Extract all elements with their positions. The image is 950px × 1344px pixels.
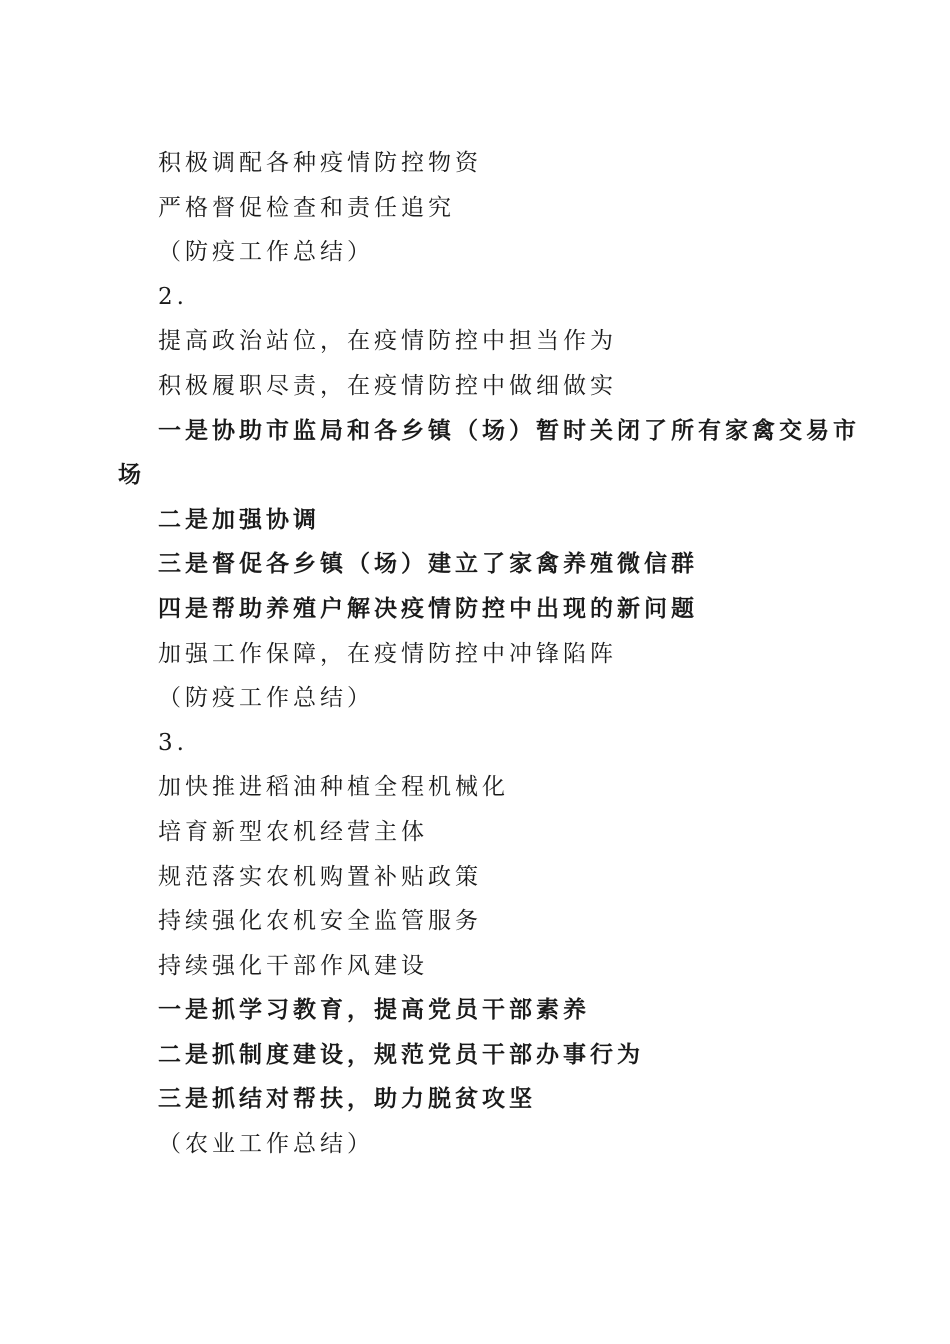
text-line: 严格督促检查和责任追究 — [158, 195, 455, 221]
text-line-bold: 二是抓制度建设，规范党员干部办事行为 — [158, 1041, 644, 1068]
text-line: 提高政治站位，在疫情防控中担当作为 — [158, 328, 617, 354]
text-line: （农业工作总结） — [158, 1131, 374, 1157]
text-line: 规范落实农机购置补贴政策 — [158, 864, 482, 890]
section-number: 3. — [158, 730, 188, 756]
text-line-bold: 三是抓结对帮扶，助力脱贫攻坚 — [158, 1085, 536, 1112]
text-line-bold: 一是协助市监局和各乡镇（场）暂时关闭了所有家禽交易市 — [158, 417, 860, 444]
text-line: （防疫工作总结） — [158, 685, 374, 711]
text-line-bold: 三是督促各乡镇（场）建立了家禽养殖微信群 — [158, 550, 698, 577]
text-line: 持续强化农机安全监管服务 — [158, 908, 482, 934]
text-line: 持续强化干部作风建设 — [158, 953, 428, 979]
text-line: 积极履职尽责，在疫情防控中做细做实 — [158, 373, 617, 399]
text-line: （防疫工作总结） — [158, 239, 374, 265]
text-line-bold: 二是加强协调 — [158, 506, 320, 533]
text-line: 加强工作保障，在疫情防控中冲锋陷阵 — [158, 641, 617, 667]
text-line-bold: 一是抓学习教育，提高党员干部素养 — [158, 996, 590, 1023]
section-number: 2. — [158, 284, 188, 310]
text-line-bold-continuation: 场 — [118, 461, 145, 488]
text-line: 培育新型农机经营主体 — [158, 819, 428, 845]
text-line: 积极调配各种疫情防控物资 — [158, 150, 482, 176]
text-line-bold: 四是帮助养殖户解决疫情防控中出现的新问题 — [158, 595, 698, 622]
text-line: 加快推进稻油种植全程机械化 — [158, 774, 509, 800]
